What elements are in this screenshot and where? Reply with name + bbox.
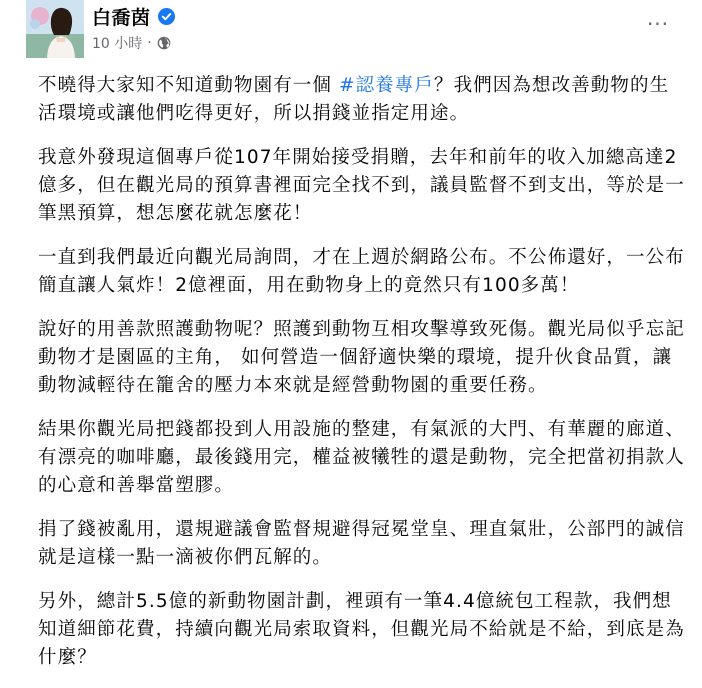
more-options-icon: ··· <box>646 12 670 36</box>
post-paragraph: 結果你觀光局把錢都投到人用設施的整建，有氣派的大門、有華麗的廊道、有漂亮的咖啡廳，最後錢用完，權益被犧牲的還是動物，完全把當初捐款人的心意和善舉當塑膠。 <box>38 419 685 496</box>
post-paragraph: 捐了錢被亂用，還規避議會監督規避得冠冕堂皇、理直氣壯，公部門的誠信就是這樣一點一滴被你們瓦解的。 <box>38 519 685 568</box>
post-paragraph: 說好的用善款照護動物呢？照護到動物互相攻擊導致死傷。觀光局似乎忘記動物才是園區的主角， 如何營造一個舒適快樂的環境，提升伙食品質，讓動物減輕待在籠舍的壓力本來就是經營動物園的重要任務。 <box>38 319 685 396</box>
hashtag-link[interactable]: #認養專戶 <box>338 75 434 96</box>
post-paragraph: 一直到我們最近向觀光局詢問，才在上週於網路公布。不公佈還好，一公布簡直讓人氣炸！2億裡面，用在動物身上的竟然只有100多萬！ <box>38 247 685 296</box>
post-meta <box>92 33 171 53</box>
profile-photo-icon <box>26 0 84 58</box>
post-body <box>38 72 688 688</box>
more-options-button[interactable] <box>640 6 676 42</box>
paragraph-text: 不曉得大家知不知道動物園有一個 <box>38 75 339 96</box>
verified-badge-icon <box>158 8 175 25</box>
post-paragraph <box>38 72 688 128</box>
post-paragraph: 另外，總計5.5億的新動物園計劃，裡頭有一筆4.4億統包工程款，我們想知道細節花費，持續向觀光局索取資料，但觀光局不給就是不給，到底是為什麼？ <box>38 591 685 668</box>
author-line <box>92 4 175 28</box>
meta-separator: · <box>147 35 152 51</box>
post-timestamp[interactable]: 10 小時 <box>92 36 143 52</box>
author-avatar[interactable] <box>26 0 84 58</box>
post-paragraph: 我意外發現這個專戶從107年開始接受捐贈，去年和前年的收入加總高達2億多，但在觀光局的預算書裡面完全找不到，議員監督不到支出，等於是一筆黑預算，想怎麼花就怎麼花！ <box>38 147 685 224</box>
globe-icon[interactable] <box>157 36 171 50</box>
post-header <box>26 0 676 60</box>
paragraph-text: ？我們因為想改善動物的生活環境或讓他們吃得更好，所以捐錢並指定用途。 <box>38 75 670 124</box>
author-name[interactable]: 白喬茵 <box>92 6 151 29</box>
